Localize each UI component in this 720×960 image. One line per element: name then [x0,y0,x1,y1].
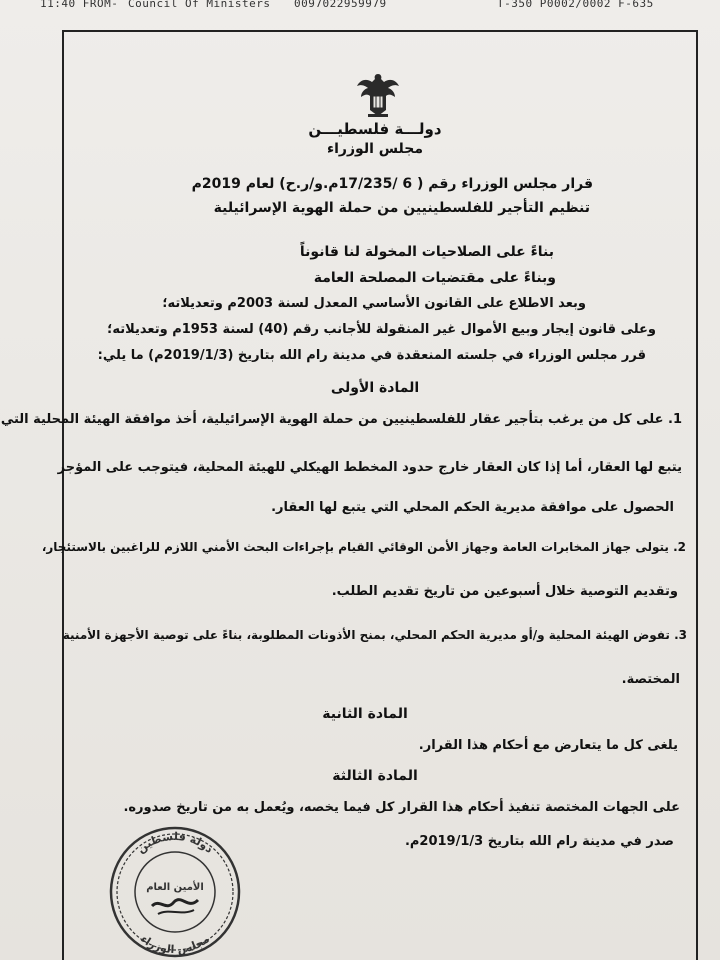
fax-phone: 0097022959979 [294,0,387,10]
preamble-line: وبعد الاطلاع على القانون الأساسي المعدل لسنة 2003م وتعديلاته؛ [162,296,586,311]
article-1-item-1: 1. على كل من يرغب بتأجير عقار للفلسطينيين من حملة الهوية الإسرائيلية، أخذ موافقة الهيئة المحلية التي [0,412,682,427]
preamble-line: قرر مجلس الوزراء في جلسته المنعقدة في مدينة رام الله بتاريخ (2019/1/3م) ما يلي: [97,348,646,363]
article-2-text: يلغى كل ما يتعارض مع أحكام هذا القرار. [418,738,678,753]
article-1-item-3: المختصة. [621,672,680,687]
svg-text:الأمين العام: الأمين العام [146,882,204,893]
fax-header [0,0,720,13]
eagle-emblem-icon [354,70,402,120]
preamble-line: وعلى قانون إيجار وبيع الأموال غير المنقولة للأجانب رقم (40) لسنة 1953م وتعديلاته؛ [107,322,656,337]
svg-text:دولة فلسطين: دولة فلسطين [134,829,216,856]
decision-subject: تنظيم التأجير للفلسطينيين من حملة الهوية الإسرائيلية [213,200,590,216]
article-1-item-2: وتقديم التوصية خلال أسبوعين من تاريخ تقديم الطلب. [331,584,678,599]
article-3-heading: المادة الثالثة [332,768,418,784]
preamble-line: بناءً على الصلاحيات المخولة لنا قانوناً [299,244,554,260]
article-2-heading: المادة الثانية [322,706,408,722]
article-3-text: على الجهات المختصة تنفيذ أحكام هذا القرار كل فيما يخصه، ويُعمل به من تاريخ صدوره. [123,800,680,815]
official-seal-stamp [100,820,250,960]
article-1-item-1: الحصول على موافقة مديرية الحكم المحلي التي يتبع لها العقار. [271,500,674,515]
preamble-line: وبناءً على مقتضيات المصلحة العامة [313,270,556,286]
article-1-item-2: 2. يتولى جهاز المخابرات العامة وجهاز الأمن الوقائي القيام بإجراءات البحث الأمني اللازم للراغبين بالاستئجار، [41,540,686,554]
issued-date-line: صدر في مدينة رام الله بتاريخ 2019/1/3م. [404,834,674,849]
decision-title: قرار مجلس الوزراء رقم ( 6 /17/235م.و/ر.ح) لعام 2019م [191,176,593,192]
fax-sender: Council Of Ministers [128,0,271,10]
svg-text:مجلس الوزراء: مجلس الوزراء [138,932,212,957]
article-1-item-1: يتبع لها العقار، أما إذا كان العقار خارج حدود المخطط الهيكلي للهيئة المحلية، فيتوجب على المؤجر [57,460,682,475]
article-1-heading: المادة الأولى [330,380,420,396]
council-name: مجلس الوزراء [326,141,424,157]
state-name: دولـــة فلسطيـــن [308,120,442,138]
fax-page-info: T-350 P0002/0002 F-635 [497,0,654,10]
article-1-item-3: 3. تفوض الهيئة المحلية و/أو مديرية الحكم المحلي، بمنح الأذونات المطلوبة، بناءً على توصية الأجهزة الأمنية [62,628,687,642]
fax-time: 11:40 FROM- [40,0,119,10]
